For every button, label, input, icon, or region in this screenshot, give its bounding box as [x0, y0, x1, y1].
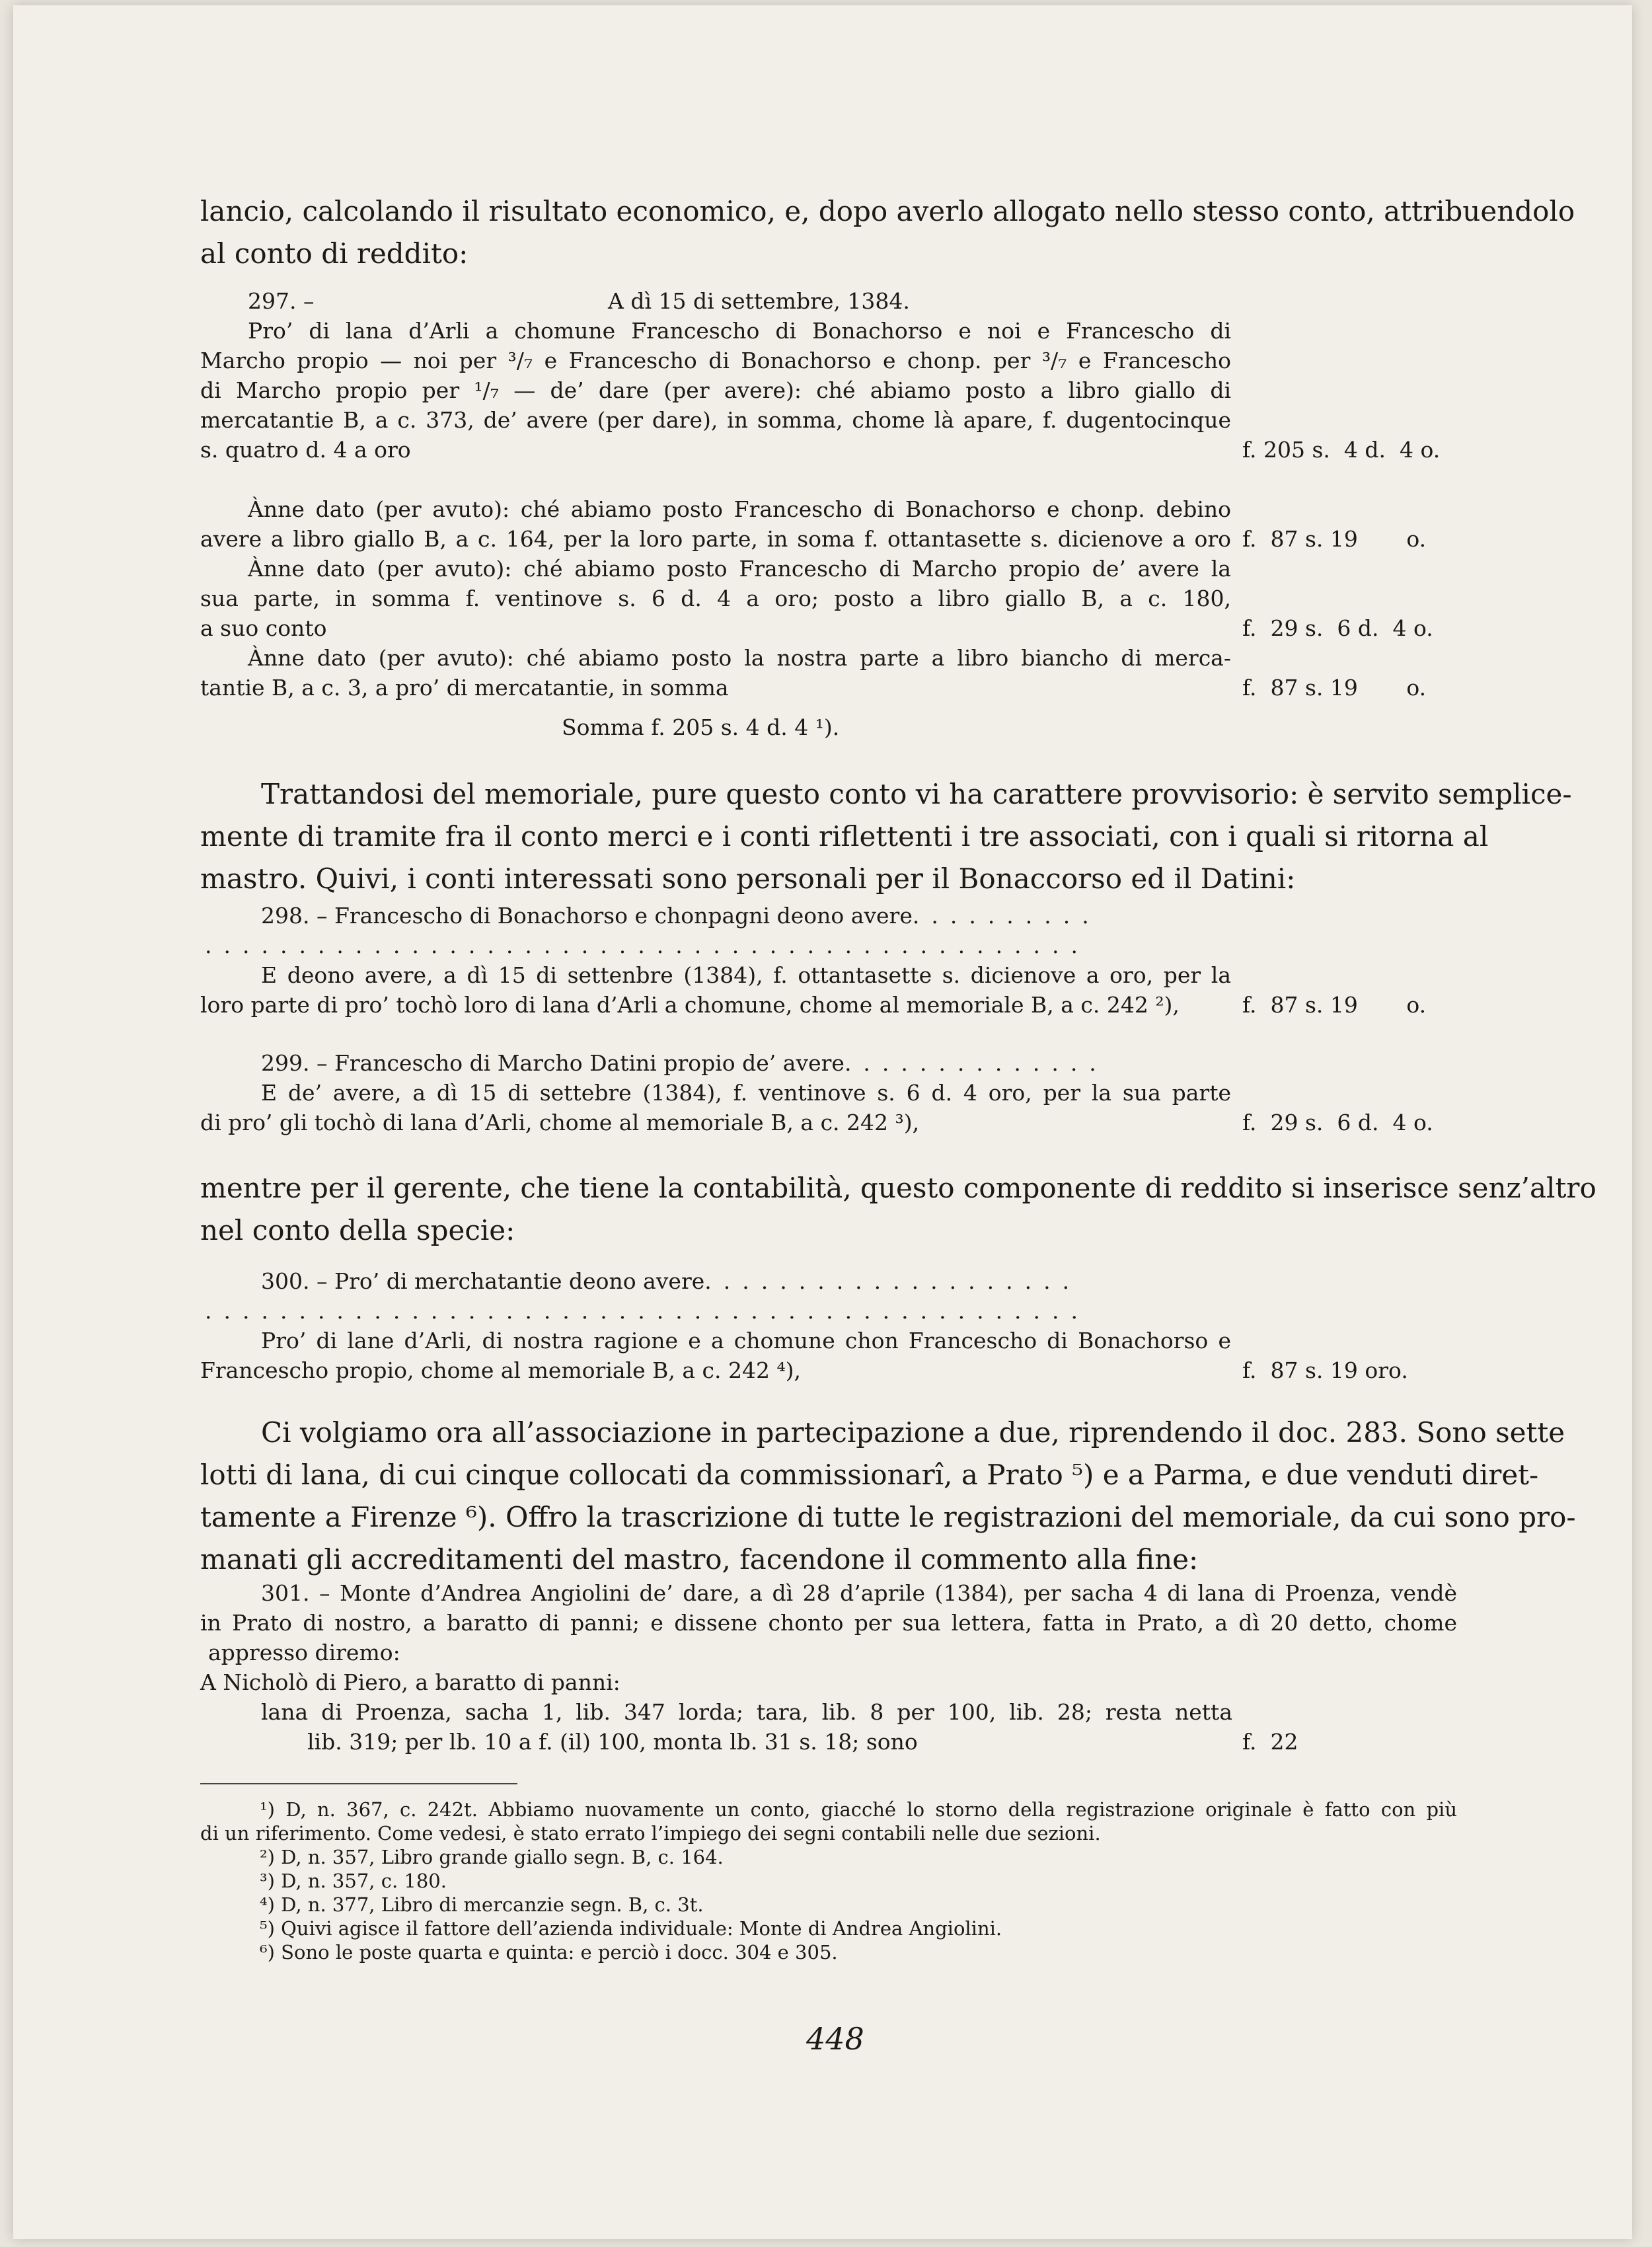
doc-297-entry-3 — [200, 643, 1231, 703]
doc-298-head — [261, 901, 1101, 931]
doc-297-total: Somma f. 205 s. 4 d. 4 ¹). — [562, 714, 840, 740]
text-line: avere a libro giallo B, a c. 164, per la loro parte, in soma f. ottantasette s. dicienove a oro — [200, 526, 1231, 552]
text-line: Marcho propio — noi per ³/₇ e Francescho di Bonachorso e chonp. per ³/₇ e Francescho — [200, 348, 1231, 373]
text-line: 299. – Francescho di Marcho Datini propio de’ avere — [261, 1050, 845, 1076]
footnote-rule — [200, 1783, 517, 1784]
text-line: lana di Proenza, sacha 1, lib. 347 lorda; tara, lib. 8 per 100, lib. 28; resta netta — [261, 1699, 1232, 1725]
text-line: mente di tramite fra il conto merci e i conti riflettenti i tre associati, con i quali si ritorna al — [200, 820, 1489, 853]
doc-301-amount: f. 22 — [1242, 1729, 1298, 1755]
text-line: lancio, calcolando il risultato economico, e, dopo averlo allogato nello stesso conto, attribuendolo — [200, 195, 1575, 227]
text-line: 300. – Pro’ di merchatantie deono avere — [261, 1268, 705, 1294]
footnote: ³) D, n. 357, c. 180. — [260, 1870, 447, 1892]
text-line: Ànne dato (per avuto): ché abiamo posto Francescho di Marcho propio de’ avere la — [248, 556, 1231, 582]
intro-paragraph — [200, 190, 1575, 275]
text-line: Francescho propio, chome al memoriale B, a c. 242 ⁴), — [200, 1357, 802, 1383]
doc-297-date: A dì 15 di settembre, 1384. — [608, 288, 910, 314]
footnote: ¹) D, n. 367, c. 242t. Abbiamo nuovamente un conto, giacché lo storno della registrazione originale è fatto con più — [260, 1798, 1457, 1821]
text-line: lotti di lana, di cui cinque collocati da commissionarî, a Prato ⁵) e a Parma, e due venduti diret- — [200, 1459, 1539, 1491]
doc-297-entry-2-amount: f. 29 s. 6 d. 4 o. — [1242, 615, 1433, 641]
leader-dots: .................... — [704, 1268, 1082, 1294]
text-line: sua parte, in somma f. ventinove s. 6 d. 4 a oro; posto a libro giallo B, a c. 180, — [200, 586, 1231, 611]
footnote: ²) D, n. 357, Libro grande giallo segn. B, c. 164. — [260, 1846, 724, 1868]
text-line: Trattandosi del memoriale, pure questo conto vi ha carattere provvisorio: è servito semplice- — [261, 778, 1572, 810]
text-line: E deono avere, a dì 15 di settenbre (1384), f. ottantasette s. dicienove a oro, per la — [261, 962, 1231, 988]
doc-301-item — [261, 1697, 1232, 1757]
footnote: ⁵) Quivi agisce il fattore dell’azienda individuale: Monte di Andrea Angiolini. — [260, 1917, 1002, 1940]
text-line: di Marcho propio per ¹/₇ — de’ dare (per avere): ché abiamo posto a libro giallo di — [200, 377, 1231, 403]
text-line: di pro’ gli tochò di lana d’Arli, chome al memoriale B, a c. 242 ³), — [200, 1110, 920, 1135]
text-line: 301. – Monte d’Andrea Angiolini de’ dare, a dì 28 d’aprile (1384), per sacha 4 di lana di Proenza, vendè — [261, 1580, 1457, 1606]
footnotes — [200, 1798, 1457, 1964]
doc-299-text — [200, 1078, 1231, 1137]
text-line: 298. – Francescho di Bonachorso e chonpagni deono avere — [261, 903, 913, 929]
text-line: al conto di reddito: — [200, 237, 469, 270]
doc-300-text — [200, 1326, 1231, 1385]
leader-dots: ............................................... — [205, 933, 1090, 958]
text-line: mercatantie B, a c. 373, de’ avere (per dare), in somma, chome là apare, f. dugentocinque — [200, 407, 1231, 433]
text-line: mastro. Quivi, i conti interessati sono personali per il Bonaccorso ed il Datini: — [200, 862, 1296, 895]
paragraph-4 — [261, 1412, 1565, 1454]
page-number: 448 — [806, 2021, 864, 2057]
text-line: E de’ avere, a dì 15 di settebre (1384), f. ventinove s. 6 d. 4 oro, per la sua parte — [261, 1080, 1231, 1106]
text-line: nel conto della specie: — [200, 1214, 515, 1246]
leader-dots: ............................................... — [205, 1298, 1090, 1324]
doc-297-entry-2 — [200, 554, 1231, 643]
paragraph-2 — [261, 773, 1572, 816]
doc-300-head — [261, 1266, 1081, 1296]
doc-297-number: 297. – — [248, 288, 315, 314]
page — [13, 5, 1632, 2239]
text-line: Ci volgiamo ora all’associazione in partecipazione a due, riprendendo il doc. 283. Sono sette — [261, 1416, 1565, 1449]
text-line: appresso diremo: — [208, 1640, 400, 1665]
doc-298-amount: f. 87 s. 19 o. — [1242, 992, 1427, 1018]
doc-297-entry-1 — [200, 494, 1231, 554]
text-line: in Prato di nostro, a baratto di panni; e dissene chonto per sua lettera, fatta in Prato, a dì 20 detto, chome — [200, 1610, 1457, 1636]
text-line: loro parte di pro’ tochò loro di lana d’Arli a chomune, chome al memoriale B, a c. 242 ²), — [200, 992, 1180, 1018]
doc-297-entry-1-amount: f. 87 s. 19 o. — [1242, 526, 1427, 552]
paragraph-3 — [200, 1167, 1596, 1252]
paragraph-2-cont — [200, 816, 1489, 900]
text-line: tantie B, a c. 3, a pro’ di mercatantie, in somma — [200, 675, 729, 701]
doc-301-sub: A Nicholò di Piero, a baratto di panni: — [200, 1669, 620, 1695]
text-line: Ànne dato (per avuto): ché abiamo posto Francescho di Bonachorso e chonp. debino — [248, 496, 1231, 522]
text-line: Pro’ di lana d’Arli a chomune Francescho di Bonachorso e noi e Francescho di — [248, 318, 1231, 344]
text-line: s. quatro d. 4 a oro — [200, 437, 411, 463]
text-line: a suo conto — [200, 615, 327, 641]
leader-dots: .............. — [844, 1050, 1108, 1076]
text-line: mentre per il gerente, che tiene la contabilità, questo componente di reddito si inserisce senz’altro — [200, 1172, 1596, 1204]
text-line: Pro’ di lane d’Arli, di nostra ragione e a chomune chon Francescho di Bonachorso e — [261, 1328, 1231, 1353]
doc-297-text — [200, 316, 1231, 465]
text-line: tamente a Firenze ⁶). Offro la trascrizione di tutte le registrazioni del memoriale, da cui sono pro- — [200, 1501, 1576, 1533]
footnote: ⁶) Sono le poste quarta e quinta: e perciò i docc. 304 e 305. — [260, 1941, 838, 1963]
doc-300-amount: f. 87 s. 19 oro. — [1242, 1357, 1408, 1383]
text-line: Ànne dato (per avuto): ché abiamo posto la nostra parte a libro biancho di merca- — [248, 645, 1231, 671]
doc-297-entry-3-amount: f. 87 s. 19 o. — [1242, 675, 1427, 701]
footnote: di un riferimento. Come vedesi, è stato errato l’impiego dei segni contabili nelle due sezioni. — [200, 1822, 1101, 1845]
doc-301-text — [200, 1578, 1457, 1667]
text-line: manati gli accreditamenti del mastro, facendone il commento alla fine: — [200, 1543, 1199, 1576]
doc-297-amount: f. 205 s. 4 d. 4 o. — [1242, 437, 1441, 463]
doc-298-text — [200, 960, 1231, 1020]
doc-299-amount: f. 29 s. 6 d. 4 o. — [1242, 1110, 1433, 1135]
doc-299-head — [261, 1048, 1108, 1078]
footnote: ⁴) D, n. 377, Libro di mercanzie segn. B, c. 3t. — [260, 1893, 704, 1916]
leader-dots: .......... — [912, 903, 1101, 929]
paragraph-4-cont — [200, 1454, 1576, 1581]
text-line: lib. 319; per lb. 10 a f. (il) 100, monta lb. 31 s. 18; sono — [307, 1729, 918, 1755]
